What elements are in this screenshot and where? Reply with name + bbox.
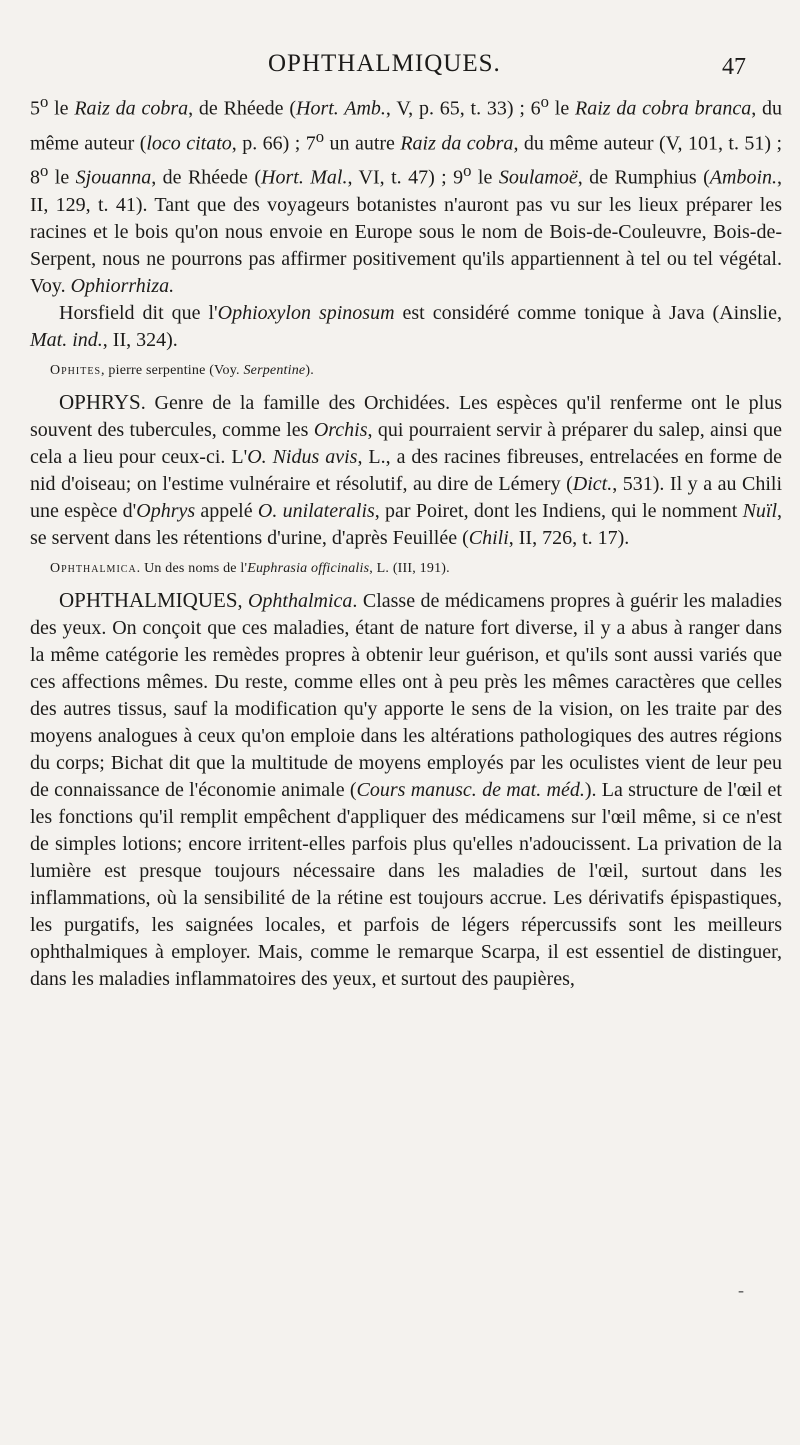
ordinal-mark: o bbox=[540, 92, 549, 111]
text-run: le bbox=[471, 166, 499, 189]
text-run: , de Rumphius ( bbox=[577, 166, 710, 189]
text-run: , V, p. 65, t. 33) ; 6 bbox=[385, 97, 541, 120]
text-run: , p. 66) ; 7 bbox=[231, 132, 316, 155]
entry-ophthalmica bbox=[30, 559, 782, 579]
cross-reference: Ophiorrhiza. bbox=[70, 274, 175, 297]
entry-headword: Ophthalmica bbox=[50, 560, 137, 576]
text-run: , du même auteur ( bbox=[30, 97, 783, 155]
italic-term: Soulamoë bbox=[498, 166, 578, 189]
entry-ophthalmiques bbox=[30, 587, 782, 993]
page-header bbox=[0, 48, 800, 88]
italic-term: Ophthalmica bbox=[247, 589, 353, 612]
text-run: . Genre de la famille des Orchidées. Les espèces qu'il renferme ont le plus souvent des tubercules, comme les bbox=[30, 391, 782, 441]
paragraph-horsfield bbox=[30, 300, 782, 354]
italic-citation: Chili bbox=[468, 526, 509, 549]
italic-term: O. unilateralis bbox=[257, 499, 375, 522]
italic-citation: Dict. bbox=[572, 472, 613, 495]
italic-term: Ophioxylon spinosum bbox=[217, 301, 395, 324]
italic-citation: Mat. ind. bbox=[30, 328, 103, 351]
entry-ophites bbox=[30, 361, 782, 381]
italic-citation: Hort. Amb. bbox=[296, 97, 386, 120]
page-number: 47 bbox=[722, 54, 746, 80]
ordinal-mark: o bbox=[40, 92, 49, 111]
text-run: le bbox=[549, 97, 576, 120]
text-run: le bbox=[48, 166, 76, 189]
text-run: , 531). Il y a au Chili une espèce d' bbox=[30, 472, 782, 522]
text-run: , L. (III, 191). bbox=[369, 560, 450, 576]
italic-term: Sjouanna bbox=[75, 166, 152, 189]
italic-term: Raiz da cobra bbox=[400, 132, 514, 155]
italic-citation: loco citato bbox=[146, 132, 232, 155]
text-run: , II, 129, t. 41). Tant que des voyageurs botanistes n'auront pas vu sur les lieux préparer les racines et le bois qu'on nous envoie en Europe sous le nom de Bois-de-Couleuvre, Bois-de-Serpent, nous ne pourrons pas affirmer positivement qu'ils appartiennent à tel ou tel végétal. Voy. bbox=[30, 166, 783, 297]
text-run: 5 bbox=[30, 97, 40, 120]
text-run: , II, 324). bbox=[102, 328, 178, 351]
text-run: . Un des noms de l' bbox=[136, 560, 248, 576]
entry-headword: OPHRYS bbox=[59, 389, 141, 414]
italic-citation: Amboin. bbox=[709, 166, 778, 189]
text-run: Horsfield dit que l' bbox=[59, 301, 218, 324]
italic-term: Ophrys bbox=[136, 499, 196, 522]
cross-reference: Serpentine bbox=[243, 362, 306, 378]
text-run: , par Poiret, dont les Indiens, qui le nomment bbox=[374, 499, 743, 522]
text-run: appelé bbox=[195, 499, 258, 522]
cross-reference: Euphrasia officinalis bbox=[247, 560, 370, 576]
italic-term: Raiz da cobra bbox=[74, 97, 189, 120]
text-run: , qui pourraient servir à préparer du salep, ainsi que cela a lieu pour ceux-ci. L' bbox=[30, 418, 783, 468]
italic-term: Raiz da cobra branca bbox=[575, 97, 752, 120]
italic-citation: Hort. Mal. bbox=[261, 166, 348, 189]
text-run: un autre bbox=[324, 132, 401, 155]
text-run: , du même auteur (V, 101, t. 51) ; 8 bbox=[30, 132, 783, 189]
text-run: , L., a des racines fibreuses, entrelacées en forme de nid d'oiseau; on l'estime vulnéraire et résolutif, au dire de Lémery ( bbox=[30, 445, 782, 495]
margin-mark: - bbox=[738, 1280, 744, 1300]
text-run: ). La structure de l'œil et les fonctions qu'il remplit empêchent d'appliquer des médicamens sur l'œil même, si ce n'est de simples lotions; encore irritent-elles parfois plus qu'elles n'adoucissent. La privation de la lumière est presque toujours nécessaire dans les maladies de l'œil, surtout dans les inflammations, où la sensibilité de la rétine est toujours accrue. Les dérivatifs épispastiques, les purgatifs, les saignées locales, et parfois de légers répercussifs sont les meilleurs ophthalmiques à employer. Mais, comme le remarque Scarpa, il est essentiel de distinguer, dans les maladies inflammatoires des yeux, et surtout des paupières, bbox=[30, 778, 782, 990]
paragraph-raiz-da-cobra bbox=[30, 88, 782, 300]
entry-headword: Ophites bbox=[50, 362, 102, 378]
italic-citation: Cours manusc. de mat. méd. bbox=[356, 778, 585, 801]
italic-term: Orchis bbox=[313, 418, 368, 441]
ordinal-mark: o bbox=[315, 126, 325, 146]
text-run: le bbox=[48, 97, 75, 120]
italic-term: O. Nidus avis bbox=[247, 445, 358, 468]
text-run: ). bbox=[305, 362, 314, 378]
text-run: est considéré comme tonique à Java (Ainslie, bbox=[394, 301, 782, 324]
text-run: , II, 726, t. 17). bbox=[508, 526, 630, 549]
italic-term: Nuïl bbox=[742, 499, 778, 522]
text-run: , bbox=[237, 589, 248, 612]
text-run: , pierre serpentine (Voy. bbox=[101, 362, 244, 378]
entry-ophrys bbox=[30, 389, 782, 552]
ordinal-mark: o bbox=[40, 161, 49, 181]
text-run: , de Rhéede ( bbox=[151, 166, 262, 189]
text-run: . Classe de médicamens propres à guérir les maladies des yeux. On conçoit que ces maladies, étant de nature fort diverse, il y a abus à ranger dans la même catégorie les remèdes propres à obtenir leur guérison, et qu'ils sont aussi variés que ces affections mêmes. Du reste, comme elles ont à peu près les mêmes caractères que celles des autres tissus, sauf la modification qu'y apporte le sens de la vision, on les traite par des moyens analogues à ceux qu'on emploie dans les altérations pathologiques des autres régions du corps; Bichat dit que la multitude de moyens employés par les oculistes vient de leur peu de connaissance de l'économie animale ( bbox=[30, 589, 783, 801]
text-run: , de Rhéede ( bbox=[188, 97, 297, 120]
text-run: , VI, t. 47) ; 9 bbox=[347, 166, 464, 189]
ordinal-mark: o bbox=[463, 161, 472, 181]
text-run: , se servent dans les rétentions d'urine, d'après Feuillée ( bbox=[30, 499, 783, 549]
running-title: OPHTHALMIQUES. bbox=[268, 50, 501, 77]
page-body bbox=[30, 88, 782, 993]
entry-headword: OPHTHALMIQUES bbox=[59, 587, 238, 612]
